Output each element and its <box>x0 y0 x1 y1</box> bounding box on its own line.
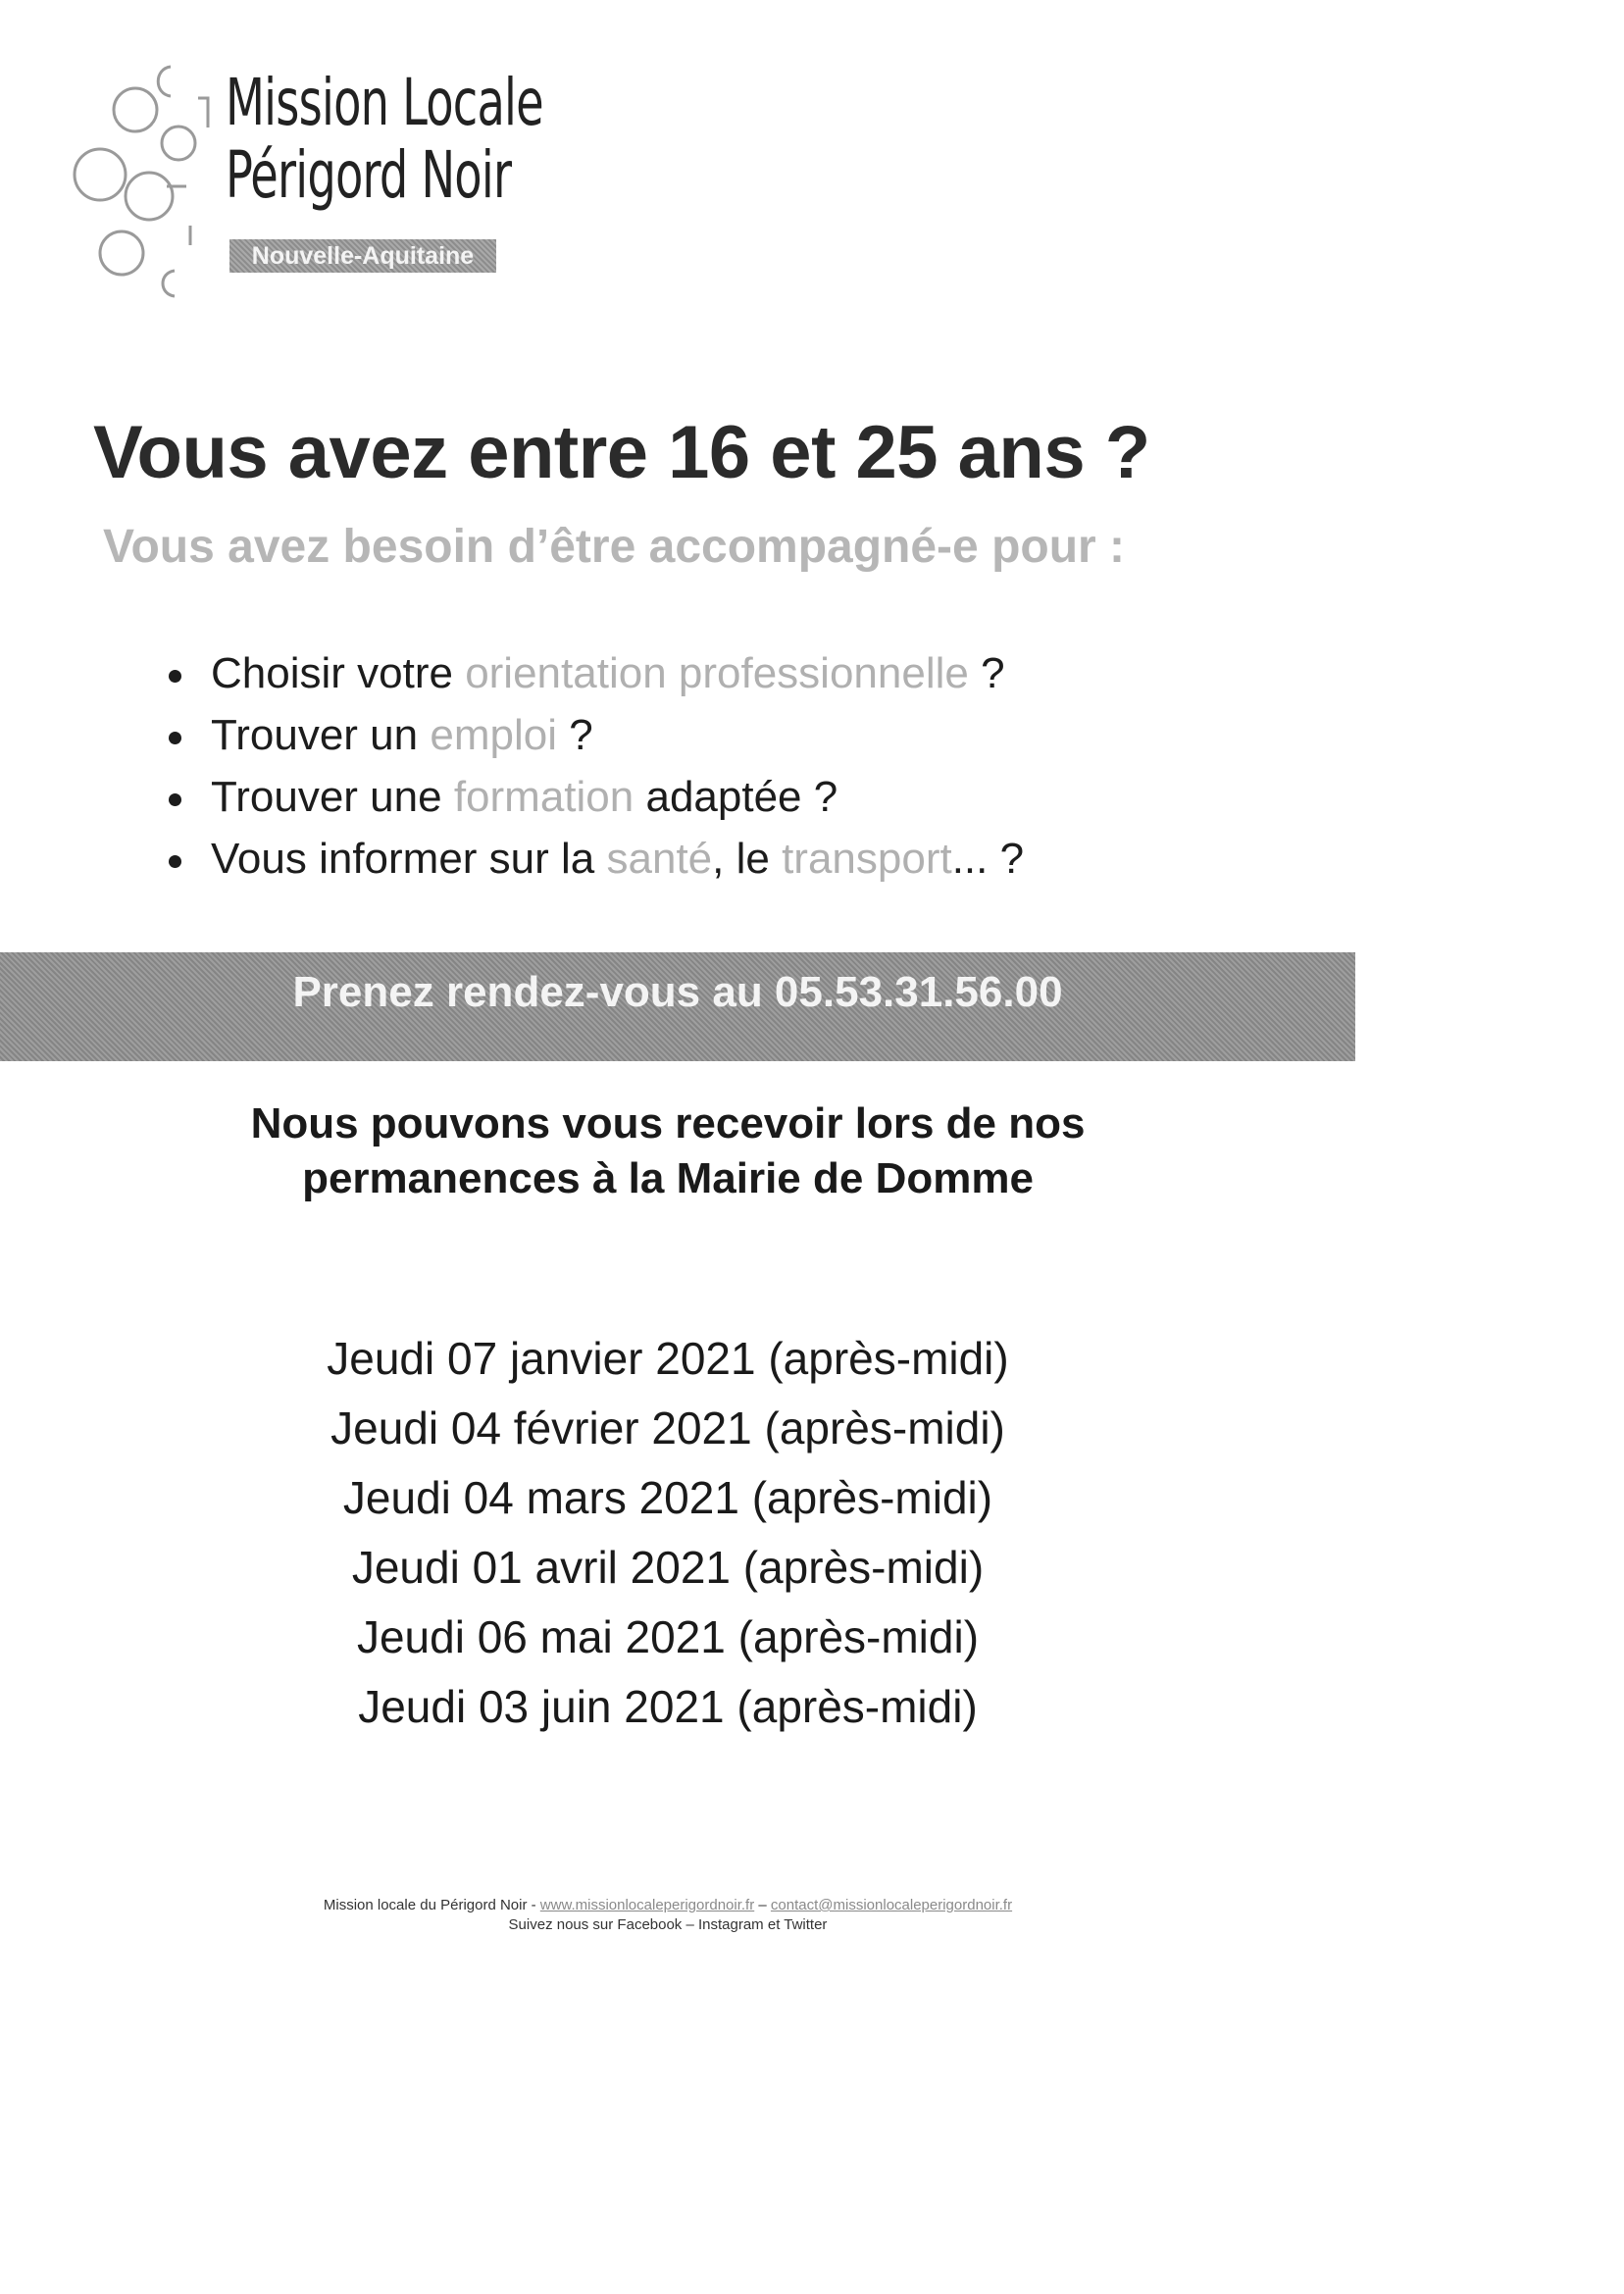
list-item: Jeudi 07 janvier 2021 (après-midi) <box>327 1333 1009 1384</box>
list-item: Jeudi 04 février 2021 (après-midi) <box>330 1402 1005 1453</box>
logo-region-badge: Nouvelle-Aquitaine <box>229 239 496 273</box>
footer-contact-line: Mission locale du Périgord Noir - www.missionlocaleperigordnoir.fr – contact@missionlocaleperigordnoir.fr <box>323 1897 1013 1913</box>
mission-locale-circles-logo-icon <box>61 49 228 304</box>
logo-name <box>226 67 543 212</box>
highlight-text: santé <box>606 835 713 883</box>
email-link[interactable]: contact@missionlocaleperigordnoir.fr <box>770 1897 1013 1913</box>
list-item: Jeudi 04 mars 2021 (après-midi) <box>342 1472 993 1523</box>
subheadline: Vous avez besoin d’être accompagné-e pour : <box>103 521 1126 573</box>
list-item: Jeudi 01 avril 2021 (après-midi) <box>351 1542 985 1593</box>
list-item: Trouver une formation adaptée ? <box>162 766 1024 828</box>
footer <box>0 1896 1336 1935</box>
highlight-text: orientation professionnelle <box>465 649 969 697</box>
logo-name-line2: Périgord Noir <box>226 137 512 213</box>
highlight-text: emploi <box>430 711 557 759</box>
appointment-banner <box>0 952 1355 1061</box>
logo <box>61 49 571 304</box>
needs-list <box>162 642 1024 890</box>
list-item: Trouver un emploi ? <box>162 704 1024 766</box>
list-item: Jeudi 06 mai 2021 (après-midi) <box>356 1611 980 1662</box>
permanences-line2: permanences à la Mairie de Domme <box>302 1154 1034 1202</box>
permanences-heading <box>0 1096 1336 1206</box>
footer-social-line: Suivez nous sur Facebook – Instagram et Twitter <box>508 1916 828 1933</box>
appointment-phone-text: Prenez rendez-vous au 05.53.31.56.00 <box>292 968 1063 1016</box>
headline: Vous avez entre 16 et 25 ans ? <box>93 411 1150 494</box>
logo-name-line1: Mission Locale <box>226 65 543 140</box>
highlight-text: formation <box>453 773 634 821</box>
list-item: Vous informer sur la santé, le transport... ? <box>162 828 1024 890</box>
list-item: Jeudi 03 juin 2021 (après-midi) <box>358 1681 978 1732</box>
website-link[interactable]: www.missionlocaleperigordnoir.fr <box>539 1897 755 1913</box>
dates-list <box>0 1324 1336 1742</box>
highlight-text: transport <box>782 835 952 883</box>
list-item: Choisir votre orientation professionnelle ? <box>162 642 1024 704</box>
permanences-line1: Nous pouvons vous recevoir lors de nos <box>250 1099 1086 1147</box>
